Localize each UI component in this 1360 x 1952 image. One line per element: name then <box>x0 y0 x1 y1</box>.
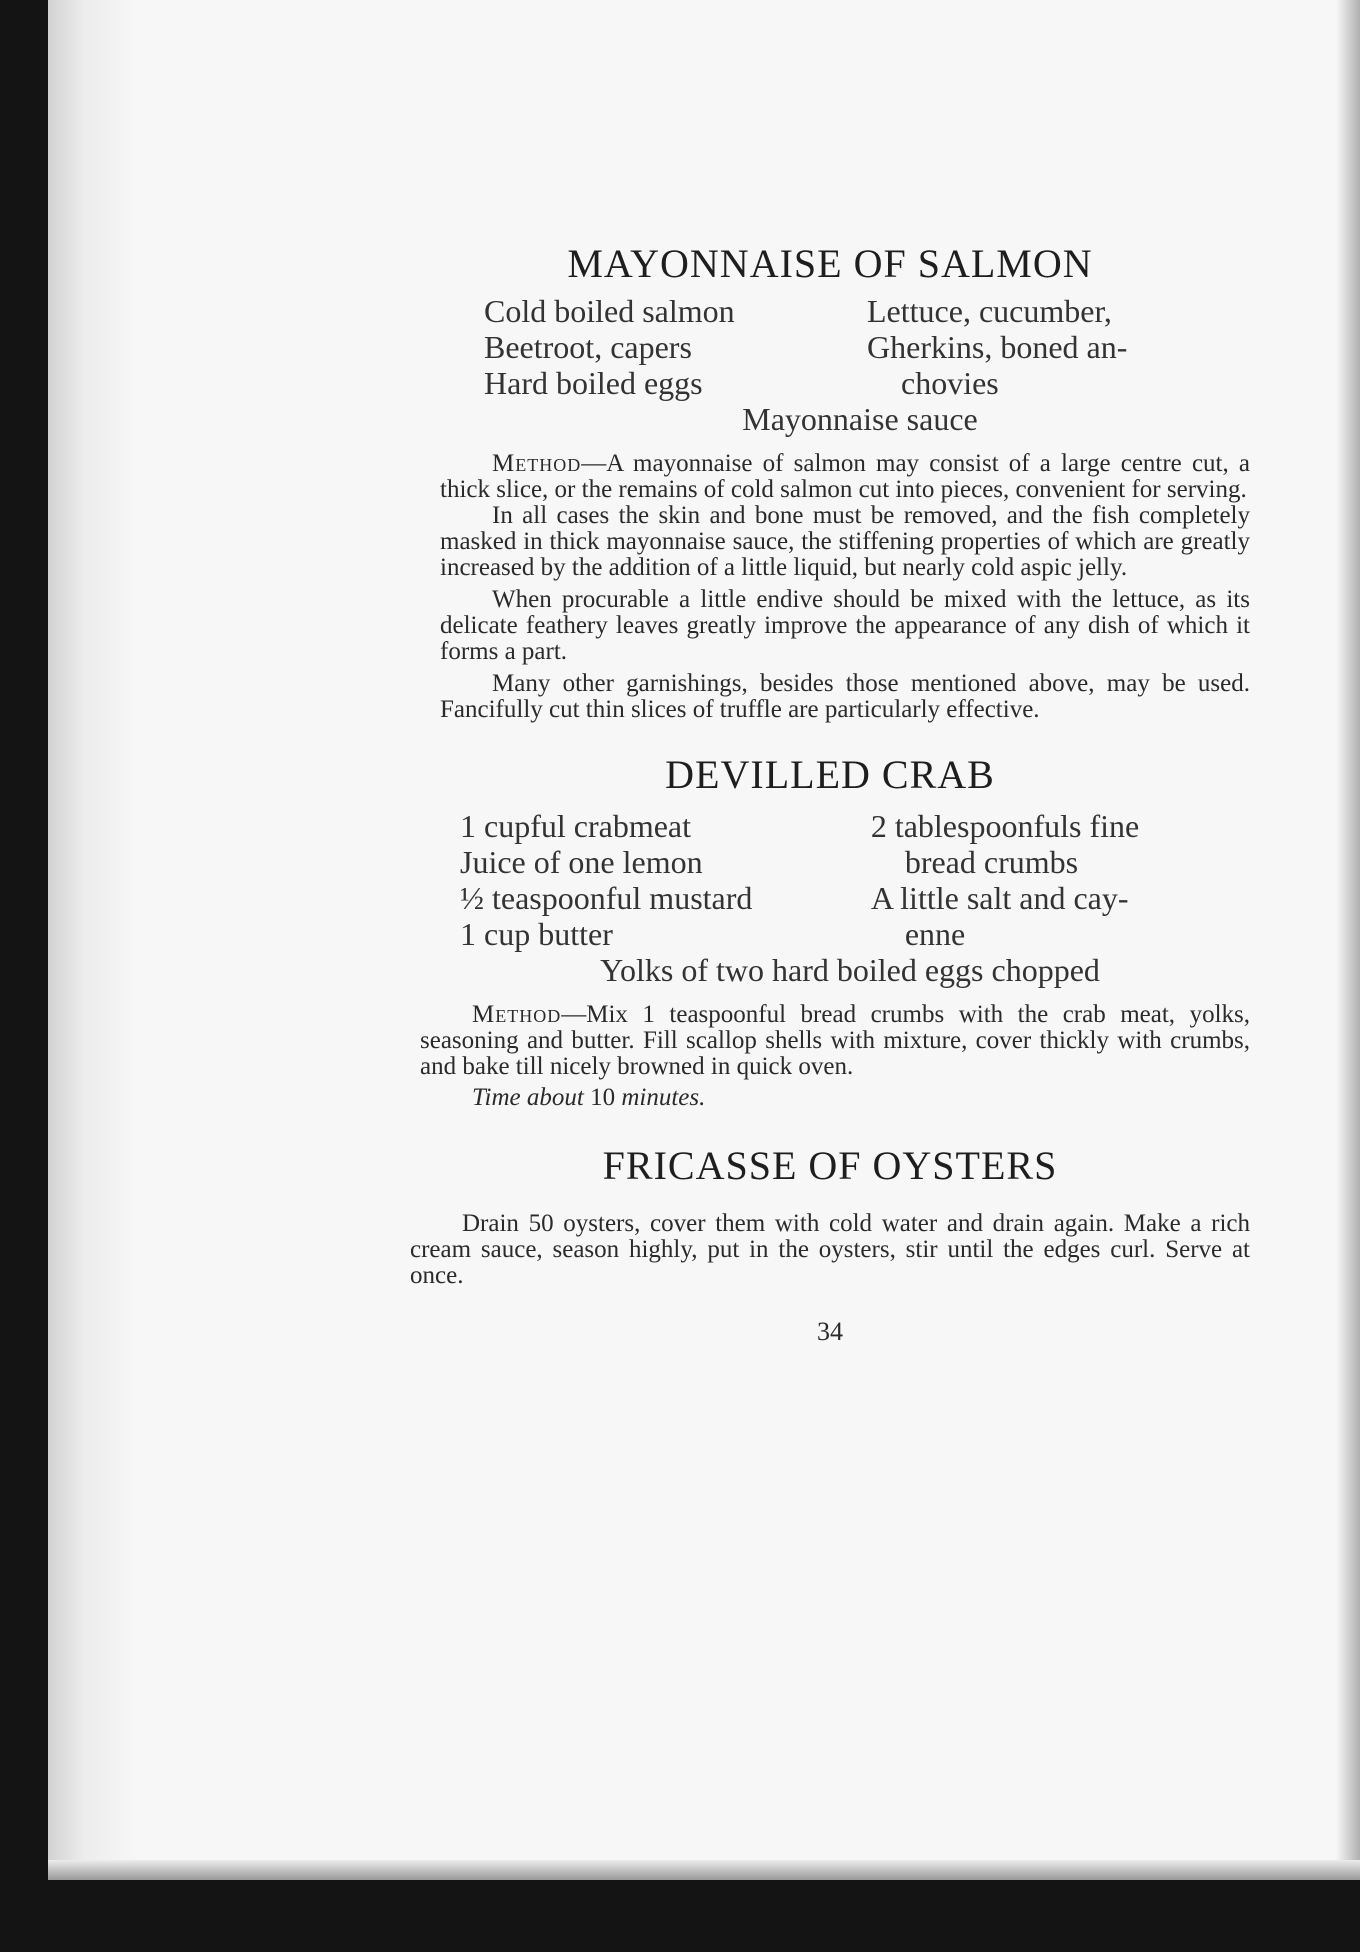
method-label: Method <box>472 1001 562 1028</box>
ingredient: 1 cupful crabmeat <box>460 808 691 844</box>
body-paragraph: When procurable a little endive should be mixed with the lettuce, as its delicate feathery leaves greatly improve the appearance of any dish of which it forms a part. <box>440 586 1250 665</box>
ingredient: A little salt and cay- <box>870 880 1129 916</box>
ingredient-column-right <box>871 808 1250 952</box>
ingredient: enne <box>904 916 966 952</box>
ingredient: 2 tablespoonfuls fine <box>870 808 1140 844</box>
ingredient-column-left <box>484 293 852 401</box>
ingredient: ½ teaspoonful mustard <box>460 880 753 916</box>
page-right-edge <box>1336 0 1360 1880</box>
cooking-time: Time about 10 minutes. <box>472 1084 706 1111</box>
body-paragraph: Many other garnishings, besides those mentioned above, may be used. Fancifully cut thin slices of truffle are particularly effective. <box>440 670 1250 723</box>
body-paragraph: Drain 50 oysters, cover them with cold water and drain again. Make a rich cream sauce, season highly, put in the oysters, stir until the edges curl. Serve at once. <box>410 1210 1250 1289</box>
ingredient-column-right <box>867 293 1250 401</box>
recipe-title: DEVILLED CRAB <box>665 752 995 797</box>
ingredient-center: Yolks of two hard boiled eggs chopped <box>600 952 1100 988</box>
method-paragraph: Method—Mix 1 teaspoonful bread crumbs with the crab meat, yolks, seasoning and butter. Fill scallop shells with mixture, cover thickly with crumbs, and bake till nicely browned in quick oven. <box>420 1001 1250 1080</box>
body-paragraph: In all cases the skin and bone must be removed, and the fish completely masked in thick mayonnaise sauce, the stiffening properties of which are greatly increased by the addition of a little liquid, but nearly cold aspic jelly. <box>440 502 1250 581</box>
ingredient: 1 cup butter <box>460 916 613 952</box>
method-text <box>440 451 1250 723</box>
ingredient-list <box>410 293 1250 401</box>
method-paragraph: Method—A mayonnaise of salmon may consist of a large centre cut, a thick slice, or the remains of cold salmon cut into pieces, convenient for serving. <box>440 450 1250 503</box>
ingredient: Hard boiled eggs <box>484 365 703 401</box>
ingredient: Gherkins, boned an- <box>867 329 1128 365</box>
recipe-devilled-crab <box>410 751 1250 1112</box>
page-content <box>410 240 1250 1347</box>
page-number: 34 <box>817 1317 843 1346</box>
method-label: Method <box>492 450 582 477</box>
page-bottom-edge <box>48 1860 1360 1880</box>
ingredient-center: Mayonnaise sauce <box>742 401 978 437</box>
ingredient: chovies <box>901 365 999 401</box>
method-text <box>410 1211 1250 1289</box>
ingredient: Cold boiled salmon <box>484 293 735 329</box>
recipe-title: MAYONNAISE OF SALMON <box>567 241 1093 286</box>
page-gutter-shadow <box>48 0 138 1880</box>
method-text <box>420 1002 1250 1112</box>
ingredient: Beetroot, capers <box>484 329 692 365</box>
ingredient: bread crumbs <box>904 844 1079 880</box>
ingredient: Lettuce, cucumber, <box>867 293 1112 329</box>
ingredient-list <box>460 808 1250 952</box>
recipe-mayonnaise-of-salmon <box>410 240 1250 723</box>
recipe-title: FRICASSE OF OYSTERS <box>602 1143 1058 1188</box>
ingredient-column-left <box>460 808 839 952</box>
ingredient: Juice of one lemon <box>460 844 703 880</box>
recipe-fricasse-of-oysters <box>410 1142 1250 1289</box>
